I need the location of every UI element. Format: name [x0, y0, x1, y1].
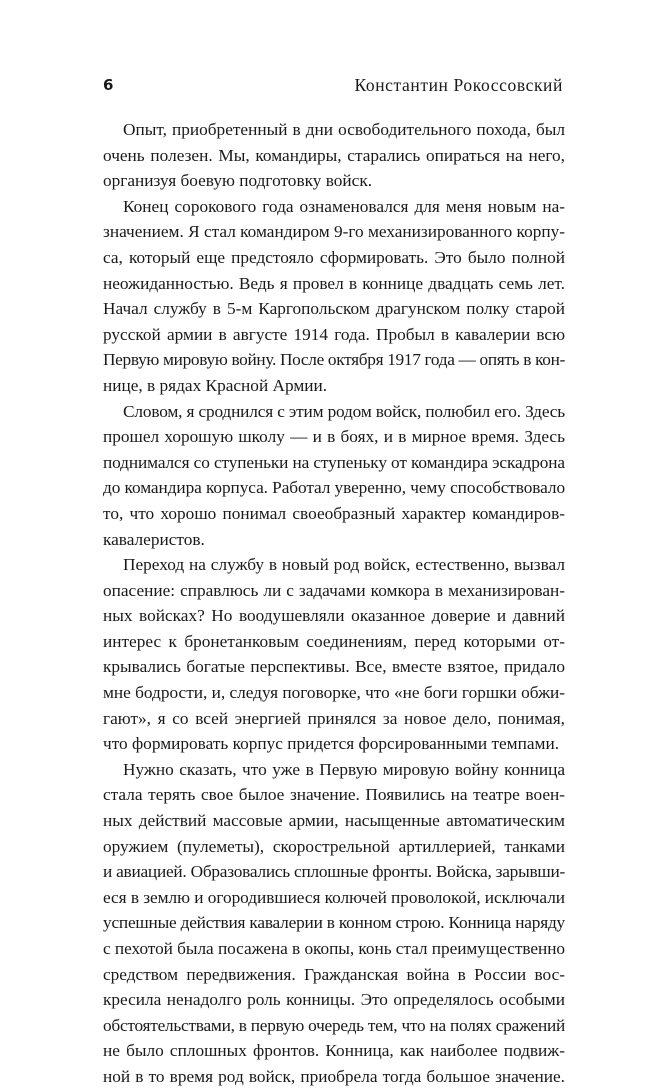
paragraph-4 [103, 552, 565, 757]
text-line: Первую мировую войну. После октября 1917 года — опять в кон- [103, 350, 566, 370]
text-line: Словом, я сроднился с этим родом войск, полюбил его. Здесь [123, 401, 566, 421]
text-line: ных войсках? Но воодушевляли оказанное доверие и давний [103, 606, 565, 626]
text-line: оружием (пулеметы), скорострельной артиллерией, танками [103, 836, 565, 856]
text-line: поднимался со ступеньки на ступеньку от командира эскадрона [103, 452, 565, 472]
page-number: 6 [103, 76, 114, 94]
text-line: са, который еще предстояло сформировать. Это было полной [103, 247, 565, 267]
text-line: обстоятельствами, в первую очередь тем, что на полях сражений [103, 1015, 565, 1035]
text-line: еся в землю и огородившиеся колючей проволокой, исключали [103, 887, 565, 907]
text-line: стала терять свое былое значение. Появились на театре воен- [103, 785, 565, 805]
text-line: ных действий массовые армии, насыщенные автоматическим [103, 811, 565, 831]
text-line: гают», я со всей энергией принялся за новое дело, понимая, [103, 708, 565, 728]
text-line: что формировать корпус придется форсированными темпами. [103, 734, 560, 754]
text-line: нице, в рядах Красной Армии. [103, 375, 328, 395]
text-line: Переход на службу в новый род войск, естественно, вызвал [123, 555, 565, 575]
body-text [103, 117, 565, 1090]
paragraph-5 [103, 757, 565, 1090]
text-line: неожиданностью. Ведь я провел в коннице двадцать семь лет. [103, 273, 565, 293]
text-line: то, что хорошо понимал своеобразный характер командиров- [103, 503, 565, 523]
text-line: и авиацией. Образовались сплошные фронты. Войска, зарывши- [103, 862, 565, 882]
text-line: крывались богатые перспективы. Все, вместе взятое, придало [103, 657, 565, 677]
text-line: очень полезен. Мы, командиры, старались опираться на него, [103, 145, 565, 165]
text-line: успешные действия кавалерии в конном строю. Конница наряду [103, 913, 565, 933]
paragraph-3 [103, 399, 565, 553]
text-line: прошел хорошую школу — и в боях, и в мирное время. Здесь [103, 427, 565, 447]
text-line: опасение: справлюсь ли с задачами комкора в механизирован- [103, 580, 565, 600]
text-line: интерес к бронетанковым соединениям, перед которыми от- [103, 631, 565, 651]
text-line: мне бодрости, и, следуя поговорке, что «не боги горшки обжи- [103, 683, 565, 703]
text-line: организуя боевую подготовку войск. [103, 171, 373, 191]
running-title: Константин Рокоссовский [354, 75, 563, 95]
text-line: Нужно сказать, что уже в Первую мировую войну конница [123, 759, 565, 779]
paragraph-1 [103, 117, 565, 194]
text-line: кресила ненадолго роль конницы. Это определялось особыми [103, 990, 565, 1010]
text-line: Начал службу в 5-м Каргопольском драгунском полку старой [103, 299, 565, 319]
text-line: Опыт, приобретенный в дни освободительного похода, был [123, 120, 565, 139]
text-line: кавалеристов. [103, 529, 205, 549]
text-line: русской армии в августе 1914 года. Пробыл в кавалерии всю [103, 324, 565, 344]
text-line: не было сплошных фронтов. Конница, как наиболее подвиж- [103, 1041, 565, 1061]
text-line: Конец сорокового года ознаменовался для меня новым на- [123, 196, 565, 216]
text-line: ной в то время род войск, приобрела тогда большое значение. [103, 1066, 565, 1086]
text-line: значением. Я стал командиром 9-го механизированного корпу- [103, 222, 565, 242]
text-line: с пехотой была посажена в окопы, конь стал преимущественно [103, 939, 565, 958]
text-line: средством передвижения. Гражданская война в России вос- [103, 964, 565, 984]
running-head [103, 75, 563, 99]
text-line: до командира корпуса. Работал уверенно, чему способствовало [103, 478, 566, 498]
paragraph-2 [103, 194, 565, 399]
